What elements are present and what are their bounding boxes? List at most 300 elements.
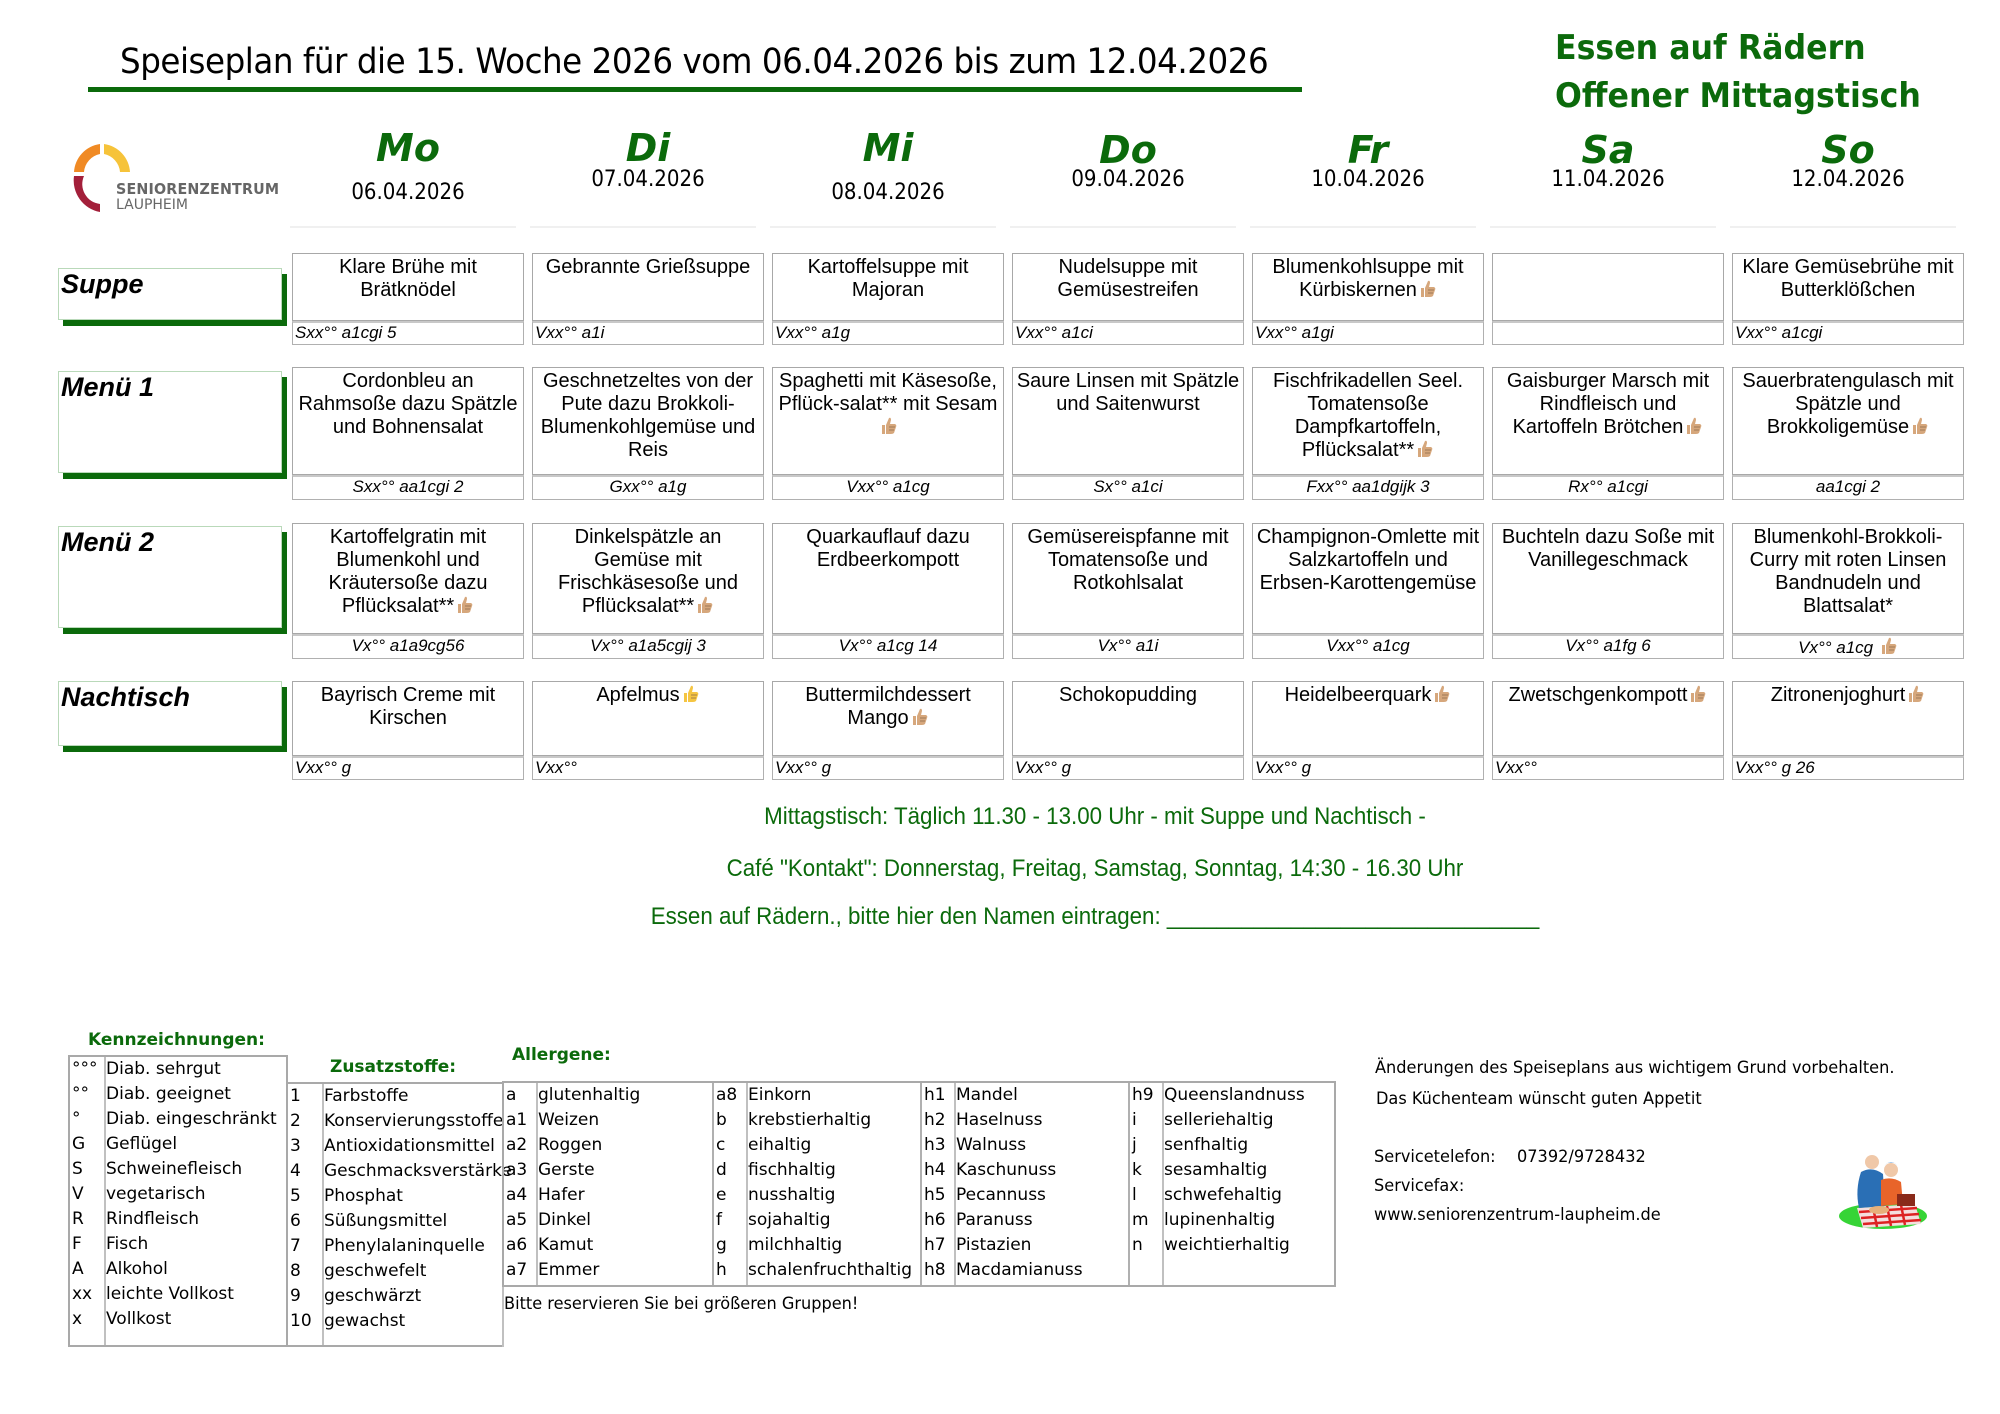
reservation-note: Bitte reservieren Sie bei größeren Gruppen! [504, 1294, 859, 1314]
legend-code: 8 [290, 1261, 301, 1281]
legend-label: Haselnuss [956, 1110, 1043, 1130]
legend-row [714, 1183, 922, 1208]
legend-code: A [72, 1259, 84, 1279]
brand-essen-auf-raedern: Essen auf Rädern [1555, 28, 1866, 68]
legend-label: Queenslandnuss [1164, 1085, 1305, 1105]
logo-text-laupheim: LAUPHEIM [116, 197, 188, 213]
dish-codes [1492, 756, 1724, 780]
menu-cell [1492, 681, 1724, 756]
dish-name: Zitronenjoghurt [1770, 684, 1906, 706]
dish-code-text: Vxx°° a1g [775, 323, 851, 342]
menu-cell [292, 253, 524, 321]
dish-code-text: Vxx°° a1cg [1326, 636, 1410, 655]
legend-label: leichte Vollkost [106, 1284, 234, 1304]
thumbs-up-icon [1909, 416, 1929, 436]
menu-cell [772, 523, 1004, 634]
legend-row [70, 1057, 286, 1082]
legend-row [288, 1234, 502, 1259]
legend-code: a7 [506, 1260, 528, 1280]
legend-row [714, 1208, 922, 1233]
dish-name: Gemüsereispfanne mit Tomatensoße und Rotkohlsalat [1027, 526, 1229, 594]
dish-codes [1492, 321, 1724, 345]
legend-row [288, 1209, 502, 1234]
legend-code: m [1132, 1210, 1149, 1230]
legend-label: Diab. sehrgut [106, 1059, 221, 1079]
dish-codes [292, 321, 524, 345]
legend-label: gewachst [324, 1311, 406, 1331]
legend-row [288, 1084, 502, 1109]
legend-code: h9 [1132, 1085, 1154, 1105]
legend-label: Pistazien [956, 1235, 1032, 1255]
thumbs-up-icon [1417, 279, 1437, 299]
dish-name: Heidelbeerquark [1284, 684, 1432, 706]
service-phone-number[interactable]: 07392/9728432 [1517, 1147, 1646, 1167]
dish-code-text: Vx°° a1i [1097, 636, 1159, 655]
dish-code-text: Vxx°° [535, 758, 577, 777]
page-title: Speiseplan für die 15. Woche 2026 vom 06.04.2026 bis zum 12.04.2026 [120, 42, 1269, 82]
legend-code: ° [72, 1109, 81, 1129]
legend-label: Antioxidationsmittel [324, 1136, 495, 1156]
dish-code-text: Vxx°° g 26 [1735, 758, 1815, 777]
dish-code-text: Sxx°° aa1cgi 2 [352, 477, 464, 496]
legend-label: eihaltig [748, 1135, 812, 1155]
menu-cell [532, 253, 764, 321]
day-header-rule [1490, 226, 1716, 228]
dish-code-text: Vxx°° a1cg [846, 477, 930, 496]
legend-row [70, 1182, 286, 1207]
legend-label: Diab. geeignet [106, 1084, 231, 1104]
allergene-column [920, 1083, 1130, 1285]
thumbs-up-icon [878, 416, 898, 436]
legend-row [714, 1108, 922, 1133]
day-date-so: 12.04.2026 [1791, 167, 1905, 192]
legend-code: h8 [924, 1260, 946, 1280]
dish-code-text: Vxx°° a1ci [1015, 323, 1093, 342]
legend-code: °°° [72, 1059, 98, 1079]
legend-row [714, 1083, 922, 1108]
menu-cell [532, 367, 764, 475]
legend-code: a [506, 1085, 517, 1105]
legend-label: schalenfruchthaltig [748, 1260, 912, 1280]
menu-cell [772, 367, 1004, 475]
kennzeichnungen-title: Kennzeichnungen: [88, 1030, 265, 1050]
legend-code: 4 [290, 1161, 301, 1181]
legend-code: n [1132, 1235, 1143, 1255]
legend-row [922, 1108, 1130, 1133]
legend-row [70, 1282, 286, 1307]
allergene-table [502, 1081, 1336, 1287]
dish-name: Sauerbratengulasch mit Spätzle und Brokkoligemüse [1742, 370, 1954, 438]
legend-code: a5 [506, 1210, 528, 1230]
changes-note: Änderungen des Speiseplans aus wichtigem Grund vorbehalten. [1375, 1058, 1895, 1078]
legend-row [70, 1082, 286, 1107]
legend-row [1130, 1208, 1336, 1233]
dish-name: Klare Gemüsebrühe mit Butterklößchen [1742, 256, 1954, 301]
row-label-text: Menü 1 [61, 372, 155, 402]
legend-code: °° [72, 1084, 89, 1104]
legend-code: xx [72, 1284, 93, 1304]
service-fax-label: Servicefax: [1374, 1176, 1465, 1196]
legend-label: Hafer [538, 1185, 585, 1205]
dish-codes [1732, 756, 1964, 780]
dish-codes [772, 756, 1004, 780]
legend-row [70, 1107, 286, 1132]
legend-row [714, 1158, 922, 1183]
row-label-text: Menü 2 [61, 527, 155, 557]
menu-cell [1732, 523, 1964, 634]
legend-row [922, 1208, 1130, 1233]
menu-cell [1732, 681, 1964, 756]
dish-name: Buchteln dazu Soße mit Vanillegeschmack [1501, 526, 1715, 571]
day-date-sa: 11.04.2026 [1551, 167, 1665, 192]
menu-cell [1732, 367, 1964, 475]
dish-code-text: Vx°° a1cg 14 [838, 636, 938, 655]
legend-code: f [716, 1210, 722, 1230]
day-header-rule [770, 226, 996, 228]
legend-label: Konservierungsstoffe [324, 1111, 504, 1131]
dish-name: Geschnetzeltes von der Pute dazu Brokkoli-Blumenkohlgemüse und Reis [540, 370, 756, 461]
legend-row [504, 1133, 712, 1158]
logo-text-seniorenzentrum: SENIORENZENTRUM [116, 180, 280, 198]
legend-row [714, 1258, 922, 1283]
dish-code-text: Vx°° a1fg 6 [1565, 636, 1651, 655]
dish-code-text: Vxx°° [1495, 758, 1537, 777]
legend-code: i [1132, 1110, 1137, 1130]
legend-label: Rindfleisch [106, 1209, 199, 1229]
day-header-rule [530, 226, 756, 228]
menu-cell [772, 681, 1004, 756]
day-header-rule [1010, 226, 1236, 228]
day-date-do: 09.04.2026 [1071, 167, 1185, 192]
legend-label: Kaschunuss [956, 1160, 1057, 1180]
legend-row [70, 1132, 286, 1157]
legend-row [288, 1259, 502, 1284]
day-name-mo: Mo [376, 126, 440, 170]
dish-code-text: Vx°° a1a9cg56 [351, 636, 465, 655]
legend-label: Macdamianuss [956, 1260, 1083, 1280]
row-label-nachtisch [58, 681, 282, 746]
day-name-so: So [1821, 128, 1875, 172]
thumbs-up-icon [680, 684, 700, 704]
legend-code: a8 [716, 1085, 738, 1105]
legend-code: 5 [290, 1186, 301, 1206]
day-header-rule [1730, 226, 1956, 228]
mittagstisch-info: Mittagstisch: Täglich 11.30 - 13.00 Uhr - mit Suppe und Nachtisch - [764, 803, 1426, 830]
dish-codes [1012, 321, 1244, 345]
dish-name: Zwetschgenkompott [1508, 684, 1688, 706]
legend-label: Einkorn [748, 1085, 812, 1105]
legend-row [1130, 1158, 1336, 1183]
legend-row [70, 1157, 286, 1182]
legend-row [70, 1232, 286, 1257]
title-underline [88, 87, 1302, 92]
legend-code: 6 [290, 1211, 301, 1231]
legend-label: Geflügel [106, 1134, 178, 1154]
legend-label: Phosphat [324, 1186, 403, 1206]
appetit-note: Das Küchenteam wünscht guten Appetit [1376, 1089, 1702, 1109]
dish-code-text: Vxx°° g [775, 758, 832, 777]
legend-row [288, 1159, 512, 1184]
legend-code: 2 [290, 1111, 301, 1131]
day-name-di: Di [625, 126, 671, 170]
legend-row [922, 1183, 1130, 1208]
legend-code: 7 [290, 1236, 301, 1256]
dish-codes [1252, 321, 1484, 345]
legend-row [1130, 1183, 1336, 1208]
dish-codes [1732, 475, 1964, 500]
day-name-mi: Mi [862, 126, 914, 170]
dish-name: Quarkauflauf dazu Erdbeerkompott [806, 526, 970, 571]
legend-code: a3 [506, 1160, 528, 1180]
dish-codes [292, 634, 524, 659]
legend-code: 1 [290, 1086, 301, 1106]
row-label-suppe [58, 268, 282, 320]
menu-cell [1252, 681, 1484, 756]
dish-code-text: aa1cgi 2 [1815, 477, 1881, 496]
legend-row [714, 1233, 922, 1258]
dish-name: Schokopudding [1059, 684, 1197, 706]
dish-codes [532, 321, 764, 345]
day-date-mi: 08.04.2026 [831, 180, 945, 205]
essen-auf-raedern-name-field[interactable]: Essen auf Rädern., bitte hier den Namen eintragen: ______________________________ [650, 903, 1540, 930]
picnic-couple-illustration-icon [1835, 1150, 1930, 1235]
legend-row [1130, 1133, 1336, 1158]
dish-codes [1492, 475, 1724, 500]
thumbs-up-icon [1905, 684, 1925, 704]
legend-row [70, 1307, 286, 1332]
legend-code: a6 [506, 1235, 528, 1255]
dish-codes [772, 321, 1004, 345]
dish-code-text: Gxx°° a1g [609, 477, 687, 496]
legend-row [922, 1258, 1130, 1283]
legend-code: F [72, 1234, 82, 1254]
website-link[interactable]: www.seniorenzentrum-laupheim.de [1374, 1205, 1661, 1225]
dish-codes [1252, 634, 1484, 659]
legend-row [922, 1083, 1130, 1108]
dish-codes [292, 475, 524, 500]
legend-label: lupinenhaltig [1164, 1210, 1276, 1230]
legend-label: senfhaltig [1164, 1135, 1249, 1155]
legend-row [922, 1233, 1130, 1258]
day-name-sa: Sa [1581, 128, 1635, 172]
legend-label: Paranuss [956, 1210, 1033, 1230]
dish-name: Dinkelspätzle an Gemüse mit Frischkäsesoße und Pflücksalat** [557, 526, 739, 617]
legend-code: j [1132, 1135, 1137, 1155]
day-date-mo: 06.04.2026 [351, 180, 465, 205]
dish-name: Gebrannte Grießsuppe [545, 256, 751, 278]
legend-code: x [72, 1309, 83, 1329]
dish-codes [532, 756, 764, 780]
legend-label: Fisch [106, 1234, 149, 1254]
row-label-text: Nachtisch [61, 682, 191, 712]
dish-name: Blumenkohl-Brokkoli-Curry mit roten Linsen Bandnudeln und Blattsalat* [1749, 526, 1947, 617]
legend-code: h3 [924, 1135, 946, 1155]
menu-cell [1252, 523, 1484, 634]
dish-codes [772, 634, 1004, 659]
legend-label: Diab. eingeschränkt [106, 1109, 277, 1129]
legend-label: Roggen [538, 1135, 603, 1155]
legend-label: milchhaltig [748, 1235, 843, 1255]
legend-label: Kamut [538, 1235, 594, 1255]
thumbs-up-icon [1683, 416, 1703, 436]
menu-cell [1012, 253, 1244, 321]
legend-row [1130, 1233, 1336, 1258]
legend-label: Süßungsmittel [324, 1211, 448, 1231]
legend-label: Pecannuss [956, 1185, 1046, 1205]
legend-row [504, 1158, 712, 1183]
row-label-text: Suppe [61, 269, 144, 299]
menu-cell [292, 523, 524, 634]
dish-codes [1732, 321, 1964, 345]
day-date-fr: 10.04.2026 [1311, 167, 1425, 192]
dish-name: Kartoffelsuppe mit Majoran [807, 256, 969, 301]
dish-code-text: Vx°° a1a5cgij 3 [590, 636, 706, 655]
legend-code: h1 [924, 1085, 946, 1105]
dish-name: Gaisburger Marsch mit Rindfleisch und Kartoffeln Brötchen [1506, 370, 1710, 438]
menu-cell [292, 367, 524, 475]
legend-code: h4 [924, 1160, 946, 1180]
legend-label: krebstierhaltig [748, 1110, 872, 1130]
legend-code: b [716, 1110, 727, 1130]
legend-row [70, 1207, 286, 1232]
row-label-men-2 [58, 526, 282, 628]
menu-cell [1492, 523, 1724, 634]
dish-name: Buttermilchdessert Mango [805, 684, 971, 729]
dish-codes [1252, 756, 1484, 780]
dish-name: Kartoffelgratin mit Blumenkohl und Kräutersoße dazu Pflücksalat** [328, 526, 488, 617]
legend-label: Mandel [956, 1085, 1018, 1105]
dish-code-text: Vxx°° a1cgi [1735, 323, 1823, 342]
legend-code: 3 [290, 1136, 301, 1156]
row-label-men-1 [58, 371, 282, 473]
dish-code-text: Vxx°° a1i [535, 323, 605, 342]
legend-row [922, 1158, 1130, 1183]
legend-row [288, 1184, 502, 1209]
legend-code: S [72, 1159, 83, 1179]
legend-code: h6 [924, 1210, 946, 1230]
legend-label: geschwefelt [324, 1261, 427, 1281]
dish-code-text: Rx°° a1cgi [1568, 477, 1648, 496]
legend-row [1130, 1083, 1336, 1108]
legend-label: Farbstoffe [324, 1086, 409, 1106]
allergene-column [712, 1083, 922, 1285]
thumbs-up-icon [1878, 636, 1898, 656]
menu-cell [1732, 253, 1964, 321]
legend-code: V [72, 1184, 84, 1204]
day-header-rule [290, 226, 516, 228]
legend-label: Gerste [538, 1160, 595, 1180]
menu-cell [772, 253, 1004, 321]
legend-label: Weizen [538, 1110, 600, 1130]
legend-label: glutenhaltig [538, 1085, 641, 1105]
legend-label: nusshaltig [748, 1185, 836, 1205]
legend-code: a1 [506, 1110, 528, 1130]
thumbs-up-icon [694, 595, 714, 615]
legend-label: Dinkel [538, 1210, 592, 1230]
legend-label: schwefehaltig [1164, 1185, 1282, 1205]
legend-code: 10 [290, 1311, 312, 1331]
legend-label: Alkohol [106, 1259, 168, 1279]
dish-codes [1012, 634, 1244, 659]
allergene-title: Allergene: [512, 1045, 611, 1065]
legend-code: e [716, 1185, 727, 1205]
legend-label: fischhaltig [748, 1160, 836, 1180]
legend-code: h [716, 1260, 727, 1280]
dish-codes [532, 475, 764, 500]
brand-offener-mittagstisch: Offener Mittagstisch [1555, 76, 1921, 116]
legend-row [288, 1309, 502, 1334]
dish-code-text: Vxx°° g [1015, 758, 1072, 777]
day-date-di: 07.04.2026 [591, 167, 705, 192]
dish-codes [292, 756, 524, 780]
legend-label: sesamhaltig [1164, 1160, 1268, 1180]
menu-cell [1492, 253, 1724, 321]
service-phone-label: Servicetelefon: [1374, 1147, 1496, 1167]
dish-name: Fischfrikadellen Seel. Tomatensoße Dampfkartoffeln, Pflücksalat** [1272, 370, 1464, 461]
allergene-column [1128, 1083, 1336, 1285]
dish-codes [1492, 634, 1724, 659]
day-header-rule [1250, 226, 1476, 228]
menu-cell [1252, 253, 1484, 321]
legend-label: sojahaltig [748, 1210, 831, 1230]
menu-cell [1252, 367, 1484, 475]
legend-label: weichtierhaltig [1164, 1235, 1290, 1255]
legend-row [504, 1258, 712, 1283]
dish-code-text: Vx°° a1cg [1798, 638, 1874, 657]
menu-cell [532, 681, 764, 756]
legend-code: a2 [506, 1135, 528, 1155]
menu-cell [292, 681, 524, 756]
dish-code-text: Vxx°° a1gi [1255, 323, 1334, 342]
legend-label: Walnuss [956, 1135, 1027, 1155]
dish-code-text: Fxx°° aa1dgijk 3 [1306, 477, 1430, 496]
kennzeichnungen-table [68, 1055, 288, 1347]
legend-label: selleriehaltig [1164, 1110, 1274, 1130]
thumbs-up-icon [1687, 684, 1707, 704]
dish-name: Champignon-Omlette mit Salzkartoffeln und Erbsen-Karottengemüse [1256, 526, 1480, 594]
legend-row [504, 1233, 712, 1258]
dish-code-text: Sx°° a1ci [1093, 477, 1163, 496]
zusatzstoffe-title: Zusatzstoffe: [330, 1057, 457, 1077]
dish-codes [1012, 756, 1244, 780]
legend-label: Emmer [538, 1260, 600, 1280]
legend-code: h2 [924, 1110, 946, 1130]
allergene-column [504, 1083, 712, 1285]
legend-label: geschwärzt [324, 1286, 422, 1306]
legend-row [70, 1257, 286, 1282]
dish-name: Apfelmus [596, 684, 680, 706]
legend-label: Phenylalaninquelle [324, 1236, 485, 1256]
legend-label: vegetarisch [106, 1184, 206, 1204]
dish-code-text: Sxx°° a1cgi 5 [295, 323, 397, 342]
zusatzstoffe-table [286, 1082, 512, 1347]
legend-code: g [716, 1235, 727, 1255]
menu-cell [1012, 523, 1244, 634]
legend-code: R [72, 1209, 84, 1229]
dish-name: Saure Linsen mit Spätzle und Saitenwurst [1016, 370, 1240, 415]
legend-code: c [716, 1135, 726, 1155]
legend-label: Geschmacksverstärke [324, 1161, 512, 1181]
legend-code: h5 [924, 1185, 946, 1205]
dish-name: Cordonbleu an Rahmsoße dazu Spätzle und Bohnensalat [298, 370, 518, 438]
thumbs-up-icon [1414, 439, 1434, 459]
thumbs-up-icon [909, 707, 929, 727]
legend-row [504, 1208, 712, 1233]
dish-code-text: Vxx°° g [1255, 758, 1312, 777]
day-name-fr: Fr [1347, 128, 1389, 172]
dish-name: Nudelsuppe mit Gemüsestreifen [1057, 256, 1199, 301]
dish-name: Bayrisch Creme mit Kirschen [320, 684, 496, 729]
